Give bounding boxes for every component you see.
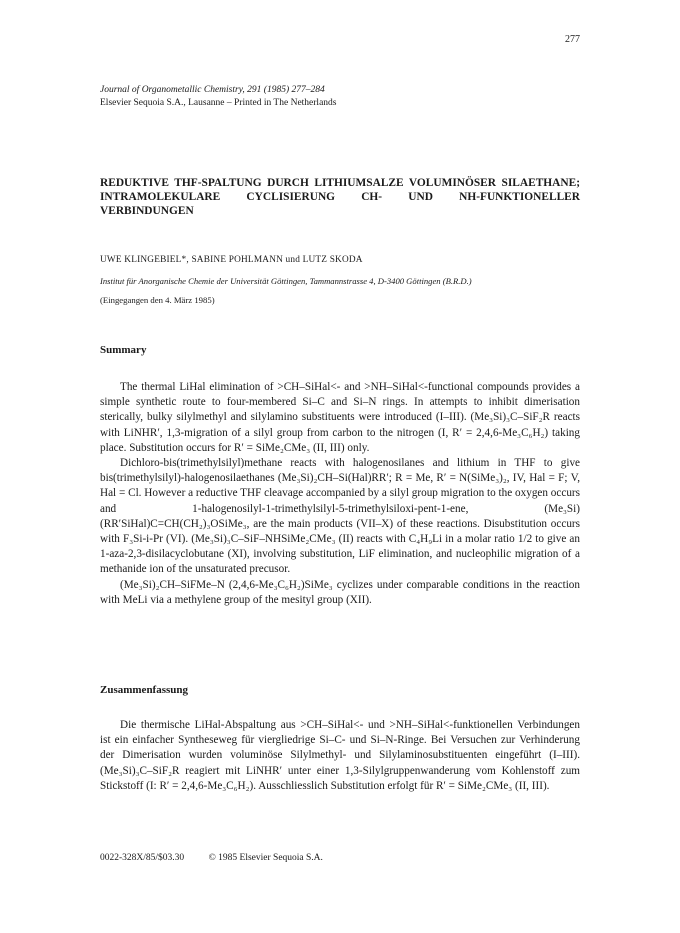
summary-heading: Summary xyxy=(100,344,147,356)
institution: Institut für Anorganische Chemie der Universität Göttingen, Tammannstrasse 4, D-3400 Göttingen (B.R.D.) xyxy=(100,276,472,286)
copyright: © 1985 Elsevier Sequoia S.A. xyxy=(208,853,323,863)
page-number: 277 xyxy=(565,34,580,45)
journal-name-line: Journal of Organometallic Chemistry, 291 (1985) 277–284 xyxy=(100,85,325,95)
journal-citation xyxy=(100,84,336,110)
summary-paragraph: The thermal LiHal elimination of >CH–SiHal<- and >NH–SiHal<-functional compounds provides a simple synthetic route to four-membered Si–C and Si–N rings. In attempts to inhibit dimerisation sterically, bulky silylmethyl and silylamino substituents were introduced (I–III). (Me₃Si)₃C–SiF₂R reacts with LiNHR′, 1,3-migration of a silyl group from carbon to the nitrogen (I, R′ = 2,4,6-Me₃C₆H₂) taking place. Substitution occurs for R′ = SiMe₂CMe₃ (II, III) only. xyxy=(100,381,580,454)
summary-paragraph: Dichloro-bis(trimethylsilyl)methane reacts with halogenosilanes and lithium in THF to give bis(trimethylsilyl)-halogenosilaethanes (Me₃Si)₂CH–Si(Hal)RR′; R = Me, R′ = N(SiMe₃)₂, IV, Hal = F; V, Hal = Cl. However a reductive THF cleavage accompanied by a silyl group migration to the oxygen occurs and 1-halogenosilyl-1-trimethylsilyl-5-trimethylsiloxi-pent-1-ene, (Me₃Si)(RR′SiHal)C=CH(CH₂)₃OSiMe₃, are the main products (VII–X) of these reactions. Disubstitution occurs with F₃Si-i-Pr (VI). (Me₃Si)₃C–SiF–NHSiMe₂CMe₃ (II) reacts with C₄H₉Li in a molar ratio 1/2 to give an 1-aza-2,3-disilacyclobutane (XI), involving substitution, LiF elimination, and nucleophilic migration of a methanide ion of the unsaturated precusor. xyxy=(100,457,580,576)
publisher-line: Elsevier Sequoia S.A., Lausanne – Printed in The Netherlands xyxy=(100,98,337,108)
article-title: REDUKTIVE THF-SPALTUNG DURCH LITHIUMSALZE VOLUMINÖSER SILAETHANE; INTRAMOLEKULARE CYCLISIERUNG CH- UND NH-FUNKTIONELLER VERBINDUNGEN xyxy=(100,177,580,217)
summary-paragraph: (Me₃Si)₂CH–SiFMe–N (2,4,6-Me₃C₆H₂)SiMe₃ cyclizes under comparable conditions in the reaction with MeLi via a methylene group of the mesityl group (XII). xyxy=(100,578,580,606)
zusammenfassung-body xyxy=(100,718,580,794)
issn-code: 0022-328X/85/$03.30 xyxy=(100,853,185,863)
zusammenfassung-heading: Zusammenfassung xyxy=(100,684,189,696)
authors: UWE KLINGEBIEL*, SABINE POHLMANN und LUTZ SKODA xyxy=(100,255,363,265)
footer xyxy=(100,853,323,863)
summary-body xyxy=(100,380,580,608)
received-date: (Eingegangen den 4. März 1985) xyxy=(100,295,215,305)
zusammenfassung-paragraph: Die thermische LiHal-Abspaltung aus >CH–SiHal<- und >NH–SiHal<-funktionellen Verbindungen ist ein einfacher Syntheseweg für viergliedrige Si–C- und Si–N-Ringe. Bei Versuchen zur Verhinderung der Dimerisation wurden voluminöse Silylmethyl- und Silylaminosubstituenten eingeführt (I–III). (Me₃Si)₃C–SiF₂R reagiert mit LiNHR′ unter einer 1,3-Silylgruppenwanderung vom Kohlenstoff zum Stickstoff (I: R′ = 2,4,6-Me₃C₆H₂). Ausschliesslich Substitution erfolgt für R′ = SiMe₂CMe₃ (II, III). xyxy=(100,719,580,792)
